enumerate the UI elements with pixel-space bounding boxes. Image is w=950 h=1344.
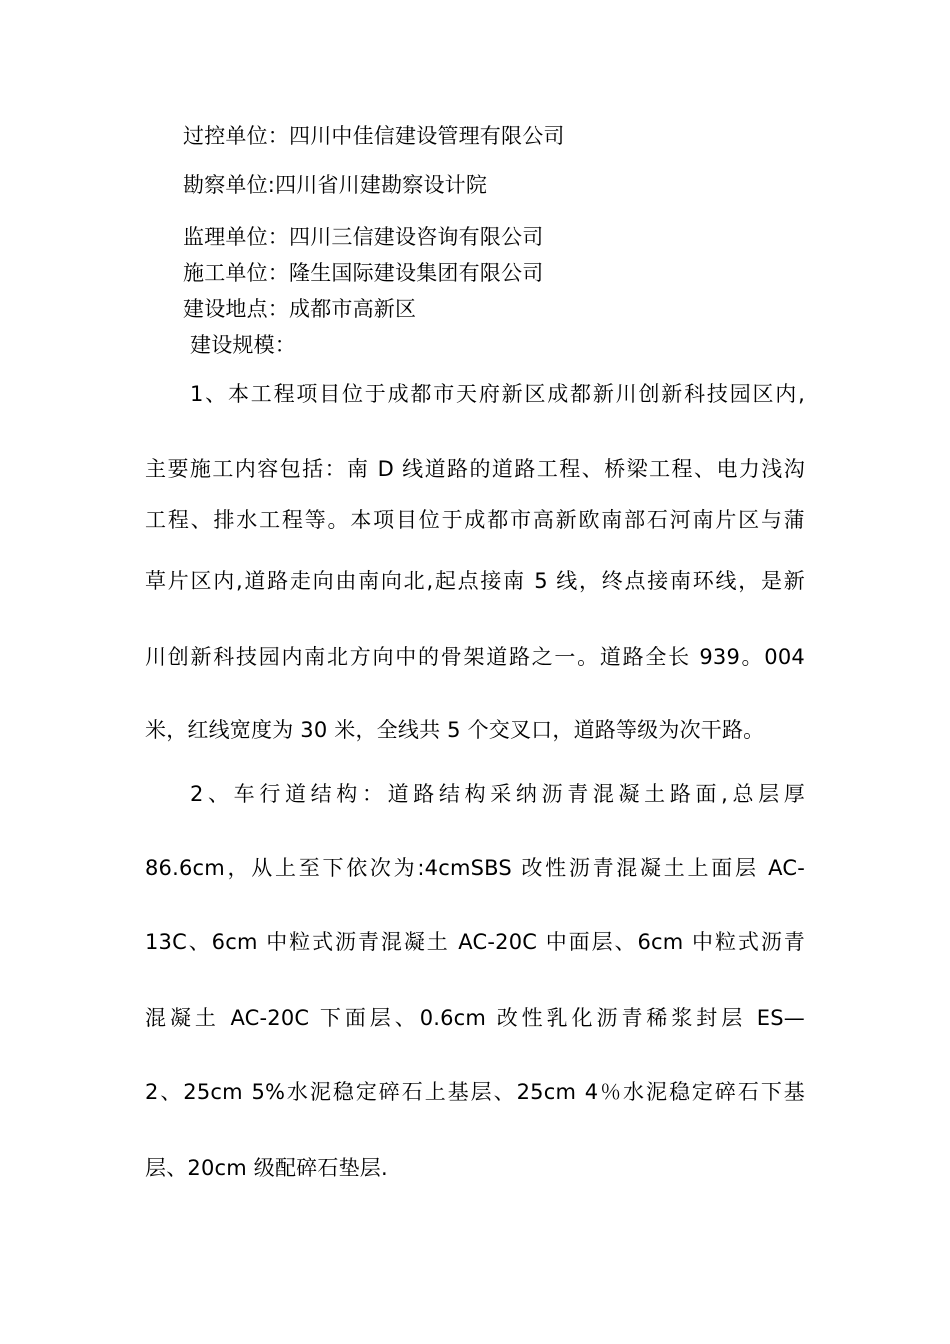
construction-site-line: 建设地点：成都市高新区 (183, 297, 417, 321)
paragraph1-line: 主要施工内容包括：南 D 线道路的道路工程、桥梁工程、电力浅沟 (145, 457, 805, 481)
construction-unit-line: 施工单位：隆生国际建设集团有限公司 (183, 261, 544, 285)
supervision-unit-line: 过控单位：四川中佳信建设管理有限公司 (183, 124, 565, 148)
paragraph2-line: 86.6cm，从上至下依次为:4cmSBS 改性沥青混凝土上面层 AC- (145, 856, 805, 880)
paragraph2-line: 层、20cm 级配碎石垫层. (145, 1156, 388, 1180)
paragraph2-line: 13C、6cm 中粒式沥青混凝土 AC-20C 中面层、6cm 中粒式沥青 (145, 930, 805, 954)
supervisor-unit-line: 监理单位：四川三信建设咨询有限公司 (183, 225, 544, 249)
survey-unit-line: 勘察单位:四川省川建勘察设计院 (183, 173, 488, 197)
paragraph1-line: 米，红线宽度为 30 米，全线共 5 个交叉口，道路等级为次干路。 (145, 718, 765, 742)
paragraph1-line: 川创新科技园内南北方向中的骨架道路之一。道路全长 939。004 (145, 645, 805, 669)
construction-scale-label: 建设规模： (190, 333, 296, 357)
paragraph1-line: 草片区内,道路走向由南向北,起点接南 5 线，终点接南环线，是新 (145, 569, 805, 593)
paragraph2-line: 2、25cm 5%水泥稳定碎石上基层、25cm 4％水泥稳定碎石下基 (145, 1080, 805, 1104)
paragraph1-line: 工程、排水工程等。本项目位于成都市高新欧南部石河南片区与蒲 (145, 508, 805, 532)
paragraph2-line: 混凝土 AC-20C 下面层、0.6cm 改性乳化沥青稀浆封层 ES— (145, 1006, 805, 1030)
paragraph1-line: 1、本工程项目位于成都市天府新区成都新川创新科技园区内, (190, 382, 805, 406)
paragraph2-line: 2、车行道结构：道路结构采纳沥青混凝土路面,总层厚 (190, 782, 805, 806)
